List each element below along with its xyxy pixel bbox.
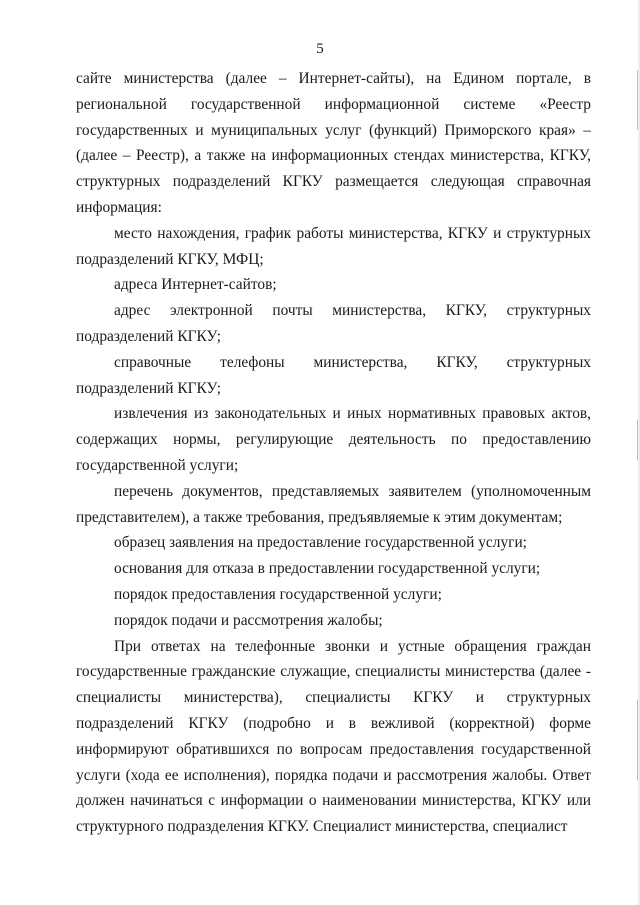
paragraph-complaint-procedure: порядок подачи и рассмотрения жалобы; [114, 611, 383, 629]
paragraph-reference-phones: справочные телефоны министерства, КГКУ, структурных подразделений КГКУ; [76, 353, 591, 397]
document-body [76, 66, 591, 840]
paragraph-refusal-grounds: основания для отказа в предоставлении государственной услуги; [114, 560, 541, 578]
paragraph-application-sample: образец заявления на предоставление государственной услуги; [114, 534, 527, 552]
page-number: 5 [316, 41, 324, 57]
paragraph-email-address: адрес электронной почты министерства, КГКУ, структурных подразделений КГКУ; [76, 302, 591, 345]
scan-artifact [637, 700, 638, 780]
paragraph-intro-continuation: сайте министерства (далее – Интернет-сайты), на Едином портале, в региональной государственной информационной системе «Реестр государственных и муниципальных услуг (функций) Приморского края» – (далее – Реестр), а также на информационных стендах министерства, КГКУ, структурных подразделений КГКУ размещается следующая справочная информация: [76, 70, 591, 216]
paragraph-legal-extracts: извлечения из законодательных и иных нормативных правовых актов, содержащих нормы, регулирующие деятельность по предоставлению государственной услуги; [76, 405, 591, 474]
scan-artifact [637, 420, 638, 460]
paragraph-service-procedure: порядок предоставления государственной услуги; [114, 585, 442, 603]
paragraph-phone-responses: При ответах на телефонные звонки и устные обращения граждан государственные гражданские служащие, специалисты министерства (далее - специалисты министерства), специалисты КГКУ и структурных подразделений КГКУ (подробно и в вежливой (корректной) форме информируют обратившихся по вопросам предоставления государственной услуги (хода ее исполнения), порядка подачи и рассмотрения жалобы. Ответ должен начинаться с информации о наименовании министерства, КГКУ или структурного подразделения КГКУ. Специалист министерства, специалист [76, 637, 591, 836]
scan-artifact [637, 70, 638, 130]
paragraph-location-schedule: место нахождения, график работы министерства, КГКУ и структурных подразделений КГКУ, МФЦ; [76, 224, 591, 268]
paragraph-website-addresses: адреса Интернет-сайтов; [114, 276, 277, 294]
paragraph-document-list: перечень документов, представляемых заявителем (уполномоченным представителем), а также требования, предъявляемые к этим документам; [76, 482, 591, 526]
